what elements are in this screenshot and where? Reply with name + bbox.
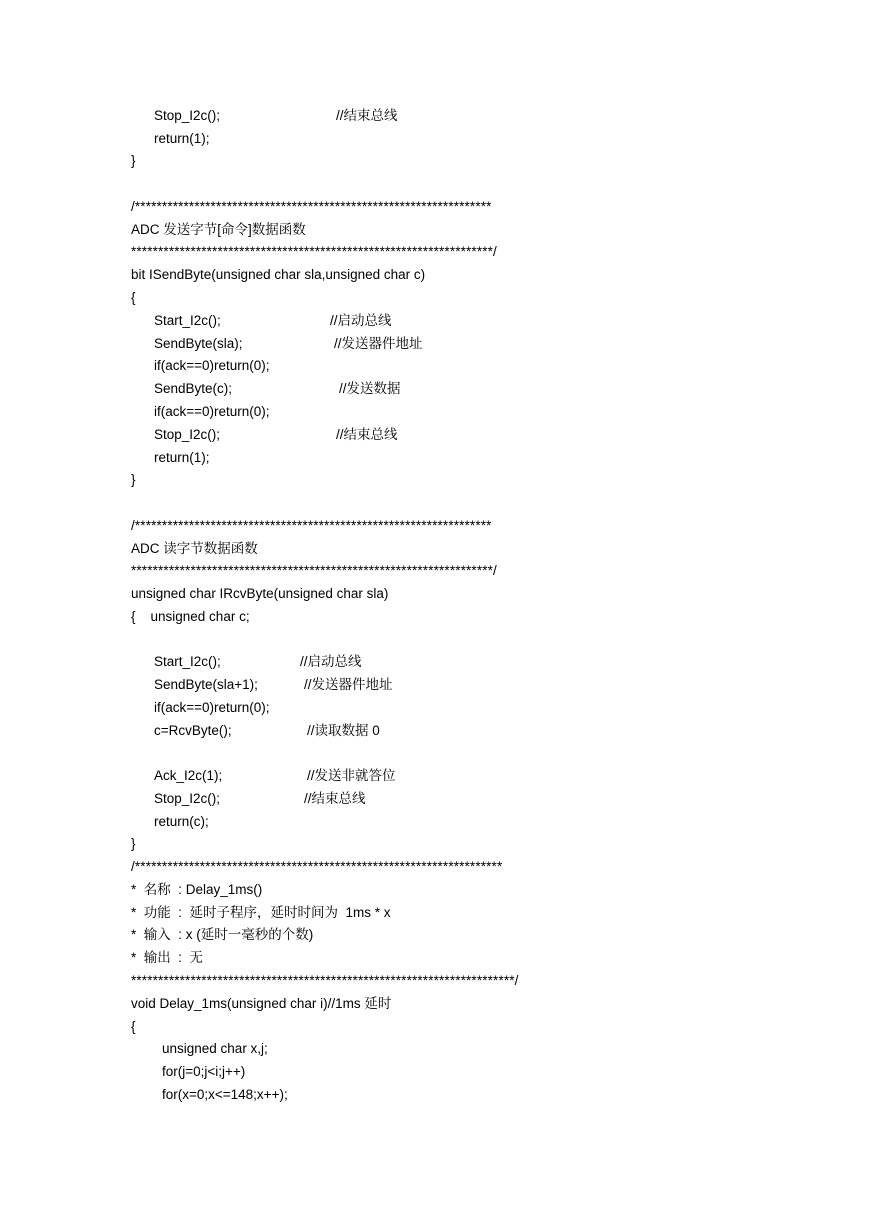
code-comment: //发送数据 xyxy=(339,381,401,396)
code-line: if(ack==0)return(0); xyxy=(154,404,270,419)
comment-line: * 名称 : Delay_1ms() xyxy=(131,882,263,897)
code-line: SendByte(c); xyxy=(154,381,233,396)
code-comment: //结束总线 xyxy=(336,427,398,442)
code-line: Stop_I2c(); xyxy=(154,427,221,442)
comment-border: /****************************************************************** xyxy=(131,199,492,214)
code-line: SendByte(sla+1); xyxy=(154,677,258,692)
code-line: Start_I2c(); xyxy=(154,654,221,669)
comment-line: * 输出 : 无 xyxy=(131,950,204,965)
code-line: } xyxy=(131,836,136,851)
code-line: Ack_I2c(1); xyxy=(154,768,223,783)
code-line: c=RcvByte(); xyxy=(154,723,232,738)
code-line: { xyxy=(131,1019,136,1034)
code-line: } xyxy=(131,472,136,487)
code-line: for(j=0;j<i;j++) xyxy=(162,1064,246,1079)
function-heading: ADC 读字节数据函数 xyxy=(131,541,258,556)
comment-border: *******************************************************************/ xyxy=(131,244,497,259)
code-line: Start_I2c(); xyxy=(154,313,221,328)
code-line: if(ack==0)return(0); xyxy=(154,358,270,373)
comment-line: * 功能 : 延时子程序，延时时间为 1ms * x xyxy=(131,905,391,920)
comment-line: * 输入 : x (延时一毫秒的个数) xyxy=(131,927,314,942)
code-comment: //结束总线 xyxy=(336,108,398,123)
code-line: SendByte(sla); xyxy=(154,336,243,351)
code-comment: //结束总线 xyxy=(304,791,366,806)
function-signature: unsigned char IRcvByte(unsigned char sla) xyxy=(131,586,389,601)
code-line: if(ack==0)return(0); xyxy=(154,700,270,715)
code-comment: //发送器件地址 xyxy=(334,336,423,351)
code-comment: //读取数据 0 xyxy=(307,723,380,738)
code-line: unsigned char x,j; xyxy=(162,1041,268,1056)
code-comment: //发送器件地址 xyxy=(304,677,393,692)
code-line: return(1); xyxy=(154,450,210,465)
comment-border: /******************************************************************** xyxy=(131,859,503,874)
comment-border: /****************************************************************** xyxy=(131,518,492,533)
code-comment: //发送非就答位 xyxy=(307,768,396,783)
comment-border: ***********************************************************************/ xyxy=(131,973,519,988)
code-comment: //启动总线 xyxy=(330,313,392,328)
code-line: { unsigned char c; xyxy=(131,609,250,624)
function-signature: bit ISendByte(unsigned char sla,unsigned char c) xyxy=(131,267,426,282)
code-line: { xyxy=(131,290,136,305)
comment-border: *******************************************************************/ xyxy=(131,563,497,578)
function-heading: ADC 发送字节[命令]数据函数 xyxy=(131,222,306,237)
code-line: } xyxy=(131,153,136,168)
code-line: return(c); xyxy=(154,814,209,829)
code-line: Stop_I2c(); xyxy=(154,791,221,806)
code-line: for(x=0;x<=148;x++); xyxy=(162,1087,288,1102)
code-comment: //启动总线 xyxy=(300,654,362,669)
code-line: Stop_I2c(); xyxy=(154,108,221,123)
code-line: return(1); xyxy=(154,131,210,146)
function-signature: void Delay_1ms(unsigned char i)//1ms 延时 xyxy=(131,996,392,1011)
